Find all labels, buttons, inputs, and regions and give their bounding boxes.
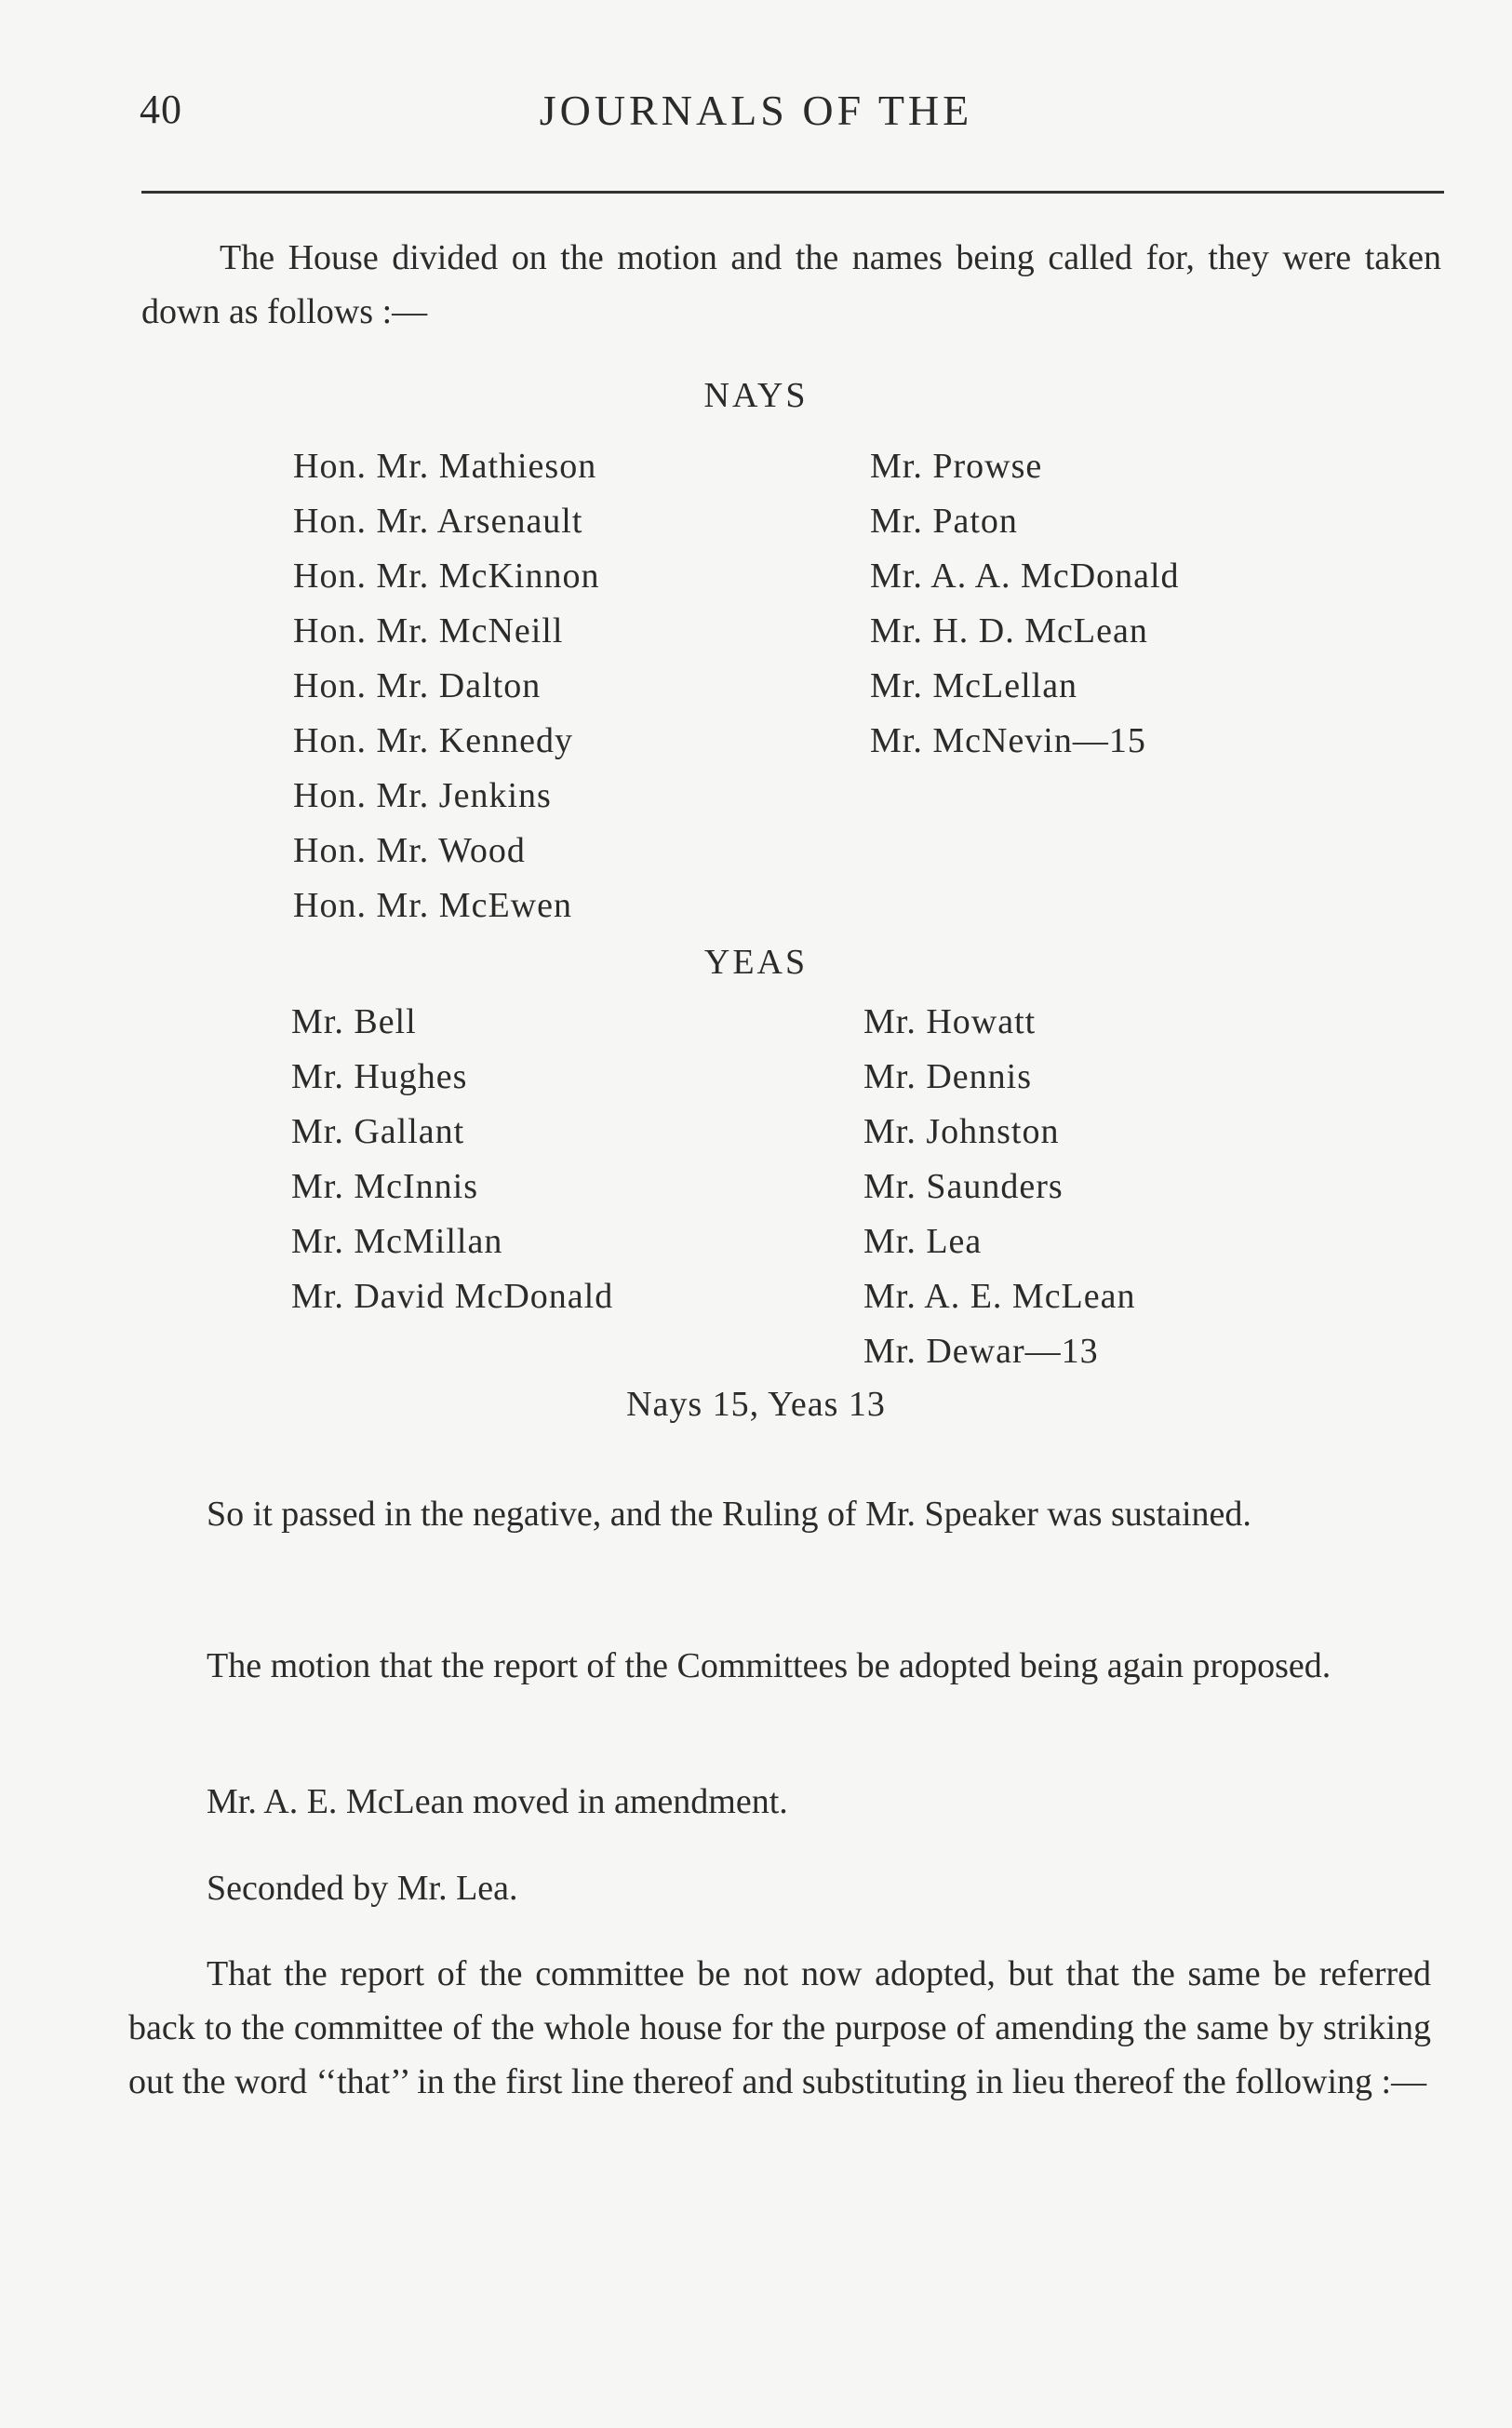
intro-paragraph: The House divided on the motion and the names being called for, they were taken down as follows :— [141,238,1441,331]
nays-name: Mr. Prowse [870,447,1043,486]
nays-name: Mr. McLellan [870,666,1078,705]
seconded-paragraph: Seconded by Mr. Lea. [207,1869,518,1908]
yeas-name: Mr. McMillan [291,1222,503,1261]
nays-name: Hon. Mr. Mathieson [293,447,597,486]
yeas-name: Mr. Saunders [863,1167,1064,1206]
nays-heading: NAYS [703,376,809,415]
nays-name: Mr. H. D. McLean [870,611,1148,651]
page-number: 40 [140,87,182,132]
result-paragraph: So it passed in the negative, and the Ruling of Mr. Speaker was sustained. [207,1495,1251,1534]
yeas-name: Mr. Lea [863,1222,983,1261]
nays-left-column [293,439,599,933]
motion-paragraph: The motion that the report of the Committees be adopted being again proposed. [207,1646,1331,1685]
yeas-name: Mr. Howatt [863,1002,1037,1041]
vote-tally: Nays 15, Yeas 13 [626,1385,886,1424]
yeas-name: Mr. Gallant [291,1112,465,1151]
nays-name: Mr. McNevin—15 [870,721,1146,760]
yeas-name: Mr. Dennis [863,1057,1032,1096]
yeas-heading: YEAS [703,943,809,982]
nays-name: Hon. Mr. Kennedy [293,721,573,760]
nays-name: Hon. Mr. McEwen [293,886,572,925]
running-title: JOURNALS OF THE [539,87,973,134]
yeas-name: Mr. McInnis [291,1167,478,1206]
nays-name: Hon. Mr. Arsenault [293,502,583,541]
nays-name: Hon. Mr. McNeill [293,611,564,651]
yeas-name: Mr. Dewar—13 [863,1332,1099,1371]
nays-name: Hon. Mr. Dalton [293,666,542,705]
nays-name: Mr. A. A. McDonald [870,557,1180,596]
nays-name: Mr. Paton [870,502,1018,541]
yeas-name: Mr. Bell [291,1002,417,1041]
yeas-name: Mr. David McDonald [291,1277,614,1316]
yeas-name: Mr. A. E. McLean [863,1277,1136,1316]
nays-right-column [870,439,1180,769]
resolution-paragraph: That the report of the committee be not now adopted, but that the same be referred back to the committee of the whole house for the purpose of amending the same by striking out the word ‘‘that’’ in the first line thereof and substituting in lieu thereof the following :— [128,1954,1431,2101]
amendment-paragraph: Mr. A. E. McLean moved in amendment. [207,1782,788,1821]
nays-name: Hon. Mr. Wood [293,831,526,870]
header-rule [141,191,1444,194]
yeas-left-column [291,995,613,1324]
nays-name: Hon. Mr. McKinnon [293,557,600,596]
yeas-name: Mr. Hughes [291,1057,468,1096]
nays-name: Hon. Mr. Jenkins [293,776,552,815]
yeas-name: Mr. Johnston [863,1112,1060,1151]
yeas-right-column [863,995,1136,1379]
